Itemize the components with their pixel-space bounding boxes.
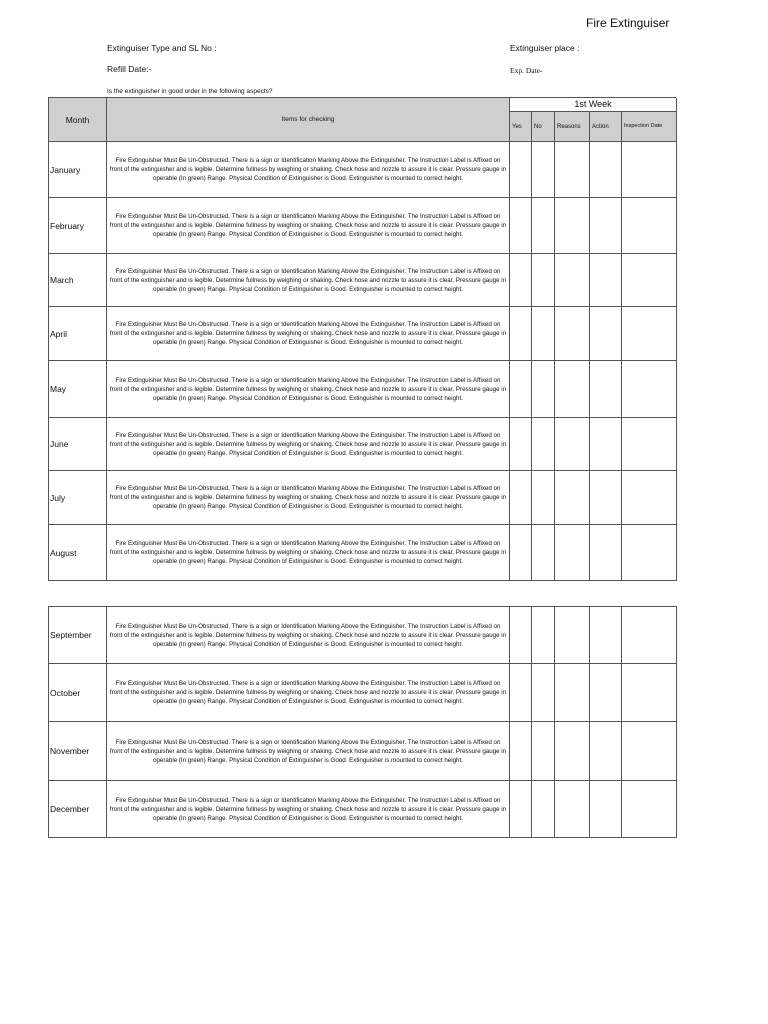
inspection-date-cell[interactable]	[622, 722, 677, 781]
items-cell: Fire Extinguisher Must Be Un-Obstructed. There is a sign or Identification Marking Above the Extinguisher. The Instruction Label is Affixed on front of the extinguisher and is legible. Determine fullness by weighing or shaking. Check hose and nozzle to assure it is clear. Pressure gauge in operable (In green) Range. Physical Condition of Extinguisher is Good. Extinguisher is mounted to correct height.	[107, 254, 510, 307]
inspection-date-cell[interactable]	[622, 418, 677, 471]
reasons-cell[interactable]	[555, 142, 590, 198]
inspection-date-cell[interactable]	[622, 254, 677, 307]
action-cell[interactable]	[590, 361, 622, 418]
month-cell: March	[49, 254, 107, 307]
no-cell[interactable]	[532, 142, 555, 198]
action-header: Action	[590, 112, 622, 142]
yes-cell[interactable]	[510, 254, 532, 307]
month-cell: October	[49, 664, 107, 722]
table-row	[49, 664, 677, 722]
inspection-date-cell[interactable]	[622, 307, 677, 361]
refill-date-label: Refill Date:-	[107, 64, 152, 74]
items-header: Items for checking	[107, 98, 510, 142]
no-cell[interactable]	[532, 525, 555, 581]
reasons-cell[interactable]	[555, 361, 590, 418]
yes-cell[interactable]	[510, 471, 532, 525]
table-row	[49, 142, 677, 198]
items-cell: Fire Extinguisher Must Be Un-Obstructed. There is a sign or Identification Marking Above the Extinguisher. The Instruction Label is Affixed on front of the extinguisher and is legible. Determine fullness by weighing or shaking. Check hose and nozzle to assure it is clear. Pressure gauge in operable (In green) Range. Physical Condition of Extinguisher is Good. Extinguisher is mounted to correct height.	[107, 781, 510, 838]
reasons-cell[interactable]	[555, 418, 590, 471]
month-cell: July	[49, 471, 107, 525]
no-cell[interactable]	[532, 722, 555, 781]
table-row	[49, 607, 677, 664]
reasons-cell[interactable]	[555, 722, 590, 781]
items-cell: Fire Extinguisher Must Be Un-Obstructed. There is a sign or Identification Marking Above the Extinguisher. The Instruction Label is Affixed on front of the extinguisher and is legible. Determine fullness by weighing or shaking. Check hose and nozzle to assure it is clear. Pressure gauge in operable (In green) Range. Physical Condition of Extinguisher is Good. Extinguisher is mounted to correct height.	[107, 307, 510, 361]
month-cell: May	[49, 361, 107, 418]
reasons-cell[interactable]	[555, 607, 590, 664]
reasons-cell[interactable]	[555, 198, 590, 254]
no-cell[interactable]	[532, 607, 555, 664]
action-cell[interactable]	[590, 525, 622, 581]
yes-cell[interactable]	[510, 664, 532, 722]
reasons-cell[interactable]	[555, 254, 590, 307]
items-cell: Fire Extinguisher Must Be Un-Obstructed. There is a sign or Identification Marking Above the Extinguisher. The Instruction Label is Affixed on front of the extinguisher and is legible. Determine fullness by weighing or shaking. Check hose and nozzle to assure it is clear. Pressure gauge in operable (In green) Range. Physical Condition of Extinguisher is Good. Extinguisher is mounted to correct height.	[107, 525, 510, 581]
items-cell: Fire Extinguisher Must Be Un-Obstructed. There is a sign or Identification Marking Above the Extinguisher. The Instruction Label is Affixed on front of the extinguisher and is legible. Determine fullness by weighing or shaking. Check hose and nozzle to assure it is clear. Pressure gauge in operable (In green) Range. Physical Condition of Extinguisher is Good. Extinguisher is mounted to correct height.	[107, 471, 510, 525]
inspection-date-cell[interactable]	[622, 607, 677, 664]
inspection-date-cell[interactable]	[622, 142, 677, 198]
action-cell[interactable]	[590, 142, 622, 198]
yes-cell[interactable]	[510, 142, 532, 198]
question-text: Is the extinguisher in good order in the following aspects?	[107, 88, 273, 95]
no-cell[interactable]	[532, 198, 555, 254]
month-cell: November	[49, 722, 107, 781]
exp-date-label: Exp. Date-	[510, 66, 543, 75]
yes-header: Yes	[510, 112, 532, 142]
month-cell: February	[49, 198, 107, 254]
yes-cell[interactable]	[510, 607, 532, 664]
table-row	[49, 254, 677, 307]
inspection-date-cell[interactable]	[622, 471, 677, 525]
items-cell: Fire Extinguisher Must Be Un-Obstructed. There is a sign or Identification Marking Above the Extinguisher. The Instruction Label is Affixed on front of the extinguisher and is legible. Determine fullness by weighing or shaking. Check hose and nozzle to assure it is clear. Pressure gauge in operable (In green) Range. Physical Condition of Extinguisher is Good. Extinguisher is mounted to correct height.	[107, 664, 510, 722]
no-header: No	[532, 112, 555, 142]
reasons-cell[interactable]	[555, 307, 590, 361]
action-cell[interactable]	[590, 198, 622, 254]
inspection-table-part1	[48, 97, 677, 581]
action-cell[interactable]	[590, 418, 622, 471]
inspection-date-cell[interactable]	[622, 664, 677, 722]
no-cell[interactable]	[532, 418, 555, 471]
action-cell[interactable]	[590, 664, 622, 722]
action-cell[interactable]	[590, 471, 622, 525]
inspection-date-cell[interactable]	[622, 198, 677, 254]
table-row	[49, 722, 677, 781]
no-cell[interactable]	[532, 307, 555, 361]
action-cell[interactable]	[590, 722, 622, 781]
action-cell[interactable]	[590, 781, 622, 838]
inspection-table-part2	[48, 606, 677, 838]
yes-cell[interactable]	[510, 781, 532, 838]
table-row	[49, 198, 677, 254]
yes-cell[interactable]	[510, 198, 532, 254]
inspection-date-cell[interactable]	[622, 781, 677, 838]
action-cell[interactable]	[590, 307, 622, 361]
no-cell[interactable]	[532, 664, 555, 722]
no-cell[interactable]	[532, 254, 555, 307]
yes-cell[interactable]	[510, 307, 532, 361]
table-row	[49, 781, 677, 838]
reasons-cell[interactable]	[555, 664, 590, 722]
reasons-cell[interactable]	[555, 471, 590, 525]
type-sl-label: Extinguiser Type and SL No :	[107, 43, 217, 53]
table-row	[49, 525, 677, 581]
no-cell[interactable]	[532, 781, 555, 838]
table-row	[49, 418, 677, 471]
reasons-cell[interactable]	[555, 525, 590, 581]
page-title: Fire Extinguiser	[586, 16, 670, 30]
week-header: 1st Week	[510, 98, 677, 112]
reasons-cell[interactable]	[555, 781, 590, 838]
month-cell: January	[49, 142, 107, 198]
inspection-date-header: Inspection Date	[622, 112, 677, 142]
inspection-date-cell[interactable]	[622, 525, 677, 581]
yes-cell[interactable]	[510, 361, 532, 418]
items-cell: Fire Extinguisher Must Be Un-Obstructed. There is a sign or Identification Marking Above the Extinguisher. The Instruction Label is Affixed on front of the extinguisher and is legible. Determine fullness by weighing or shaking. Check hose and nozzle to assure it is clear. Pressure gauge in operable (In green) Range. Physical Condition of Extinguisher is Good. Extinguisher is mounted to correct height.	[107, 198, 510, 254]
month-cell: December	[49, 781, 107, 838]
action-cell[interactable]	[590, 254, 622, 307]
month-header: Month	[49, 98, 107, 142]
month-cell: September	[49, 607, 107, 664]
items-cell: Fire Extinguisher Must Be Un-Obstructed. There is a sign or Identification Marking Above the Extinguisher. The Instruction Label is Affixed on front of the extinguisher and is legible. Determine fullness by weighing or shaking. Check hose and nozzle to assure it is clear. Pressure gauge in operable (In green) Range. Physical Condition of Extinguisher is Good. Extinguisher is mounted to correct height.	[107, 142, 510, 198]
month-cell: June	[49, 418, 107, 471]
yes-cell[interactable]	[510, 722, 532, 781]
reasons-header: Reasons	[555, 112, 590, 142]
yes-cell[interactable]	[510, 525, 532, 581]
place-label: Extinguiser place :	[510, 43, 580, 53]
month-cell: April	[49, 307, 107, 361]
table-row	[49, 361, 677, 418]
items-cell: Fire Extinguisher Must Be Un-Obstructed. There is a sign or Identification Marking Above the Extinguisher. The Instruction Label is Affixed on front of the extinguisher and is legible. Determine fullness by weighing or shaking. Check hose and nozzle to assure it is clear. Pressure gauge in operable (In green) Range. Physical Condition of Extinguisher is Good. Extinguisher is mounted to correct height.	[107, 607, 510, 664]
inspection-date-cell[interactable]	[622, 361, 677, 418]
items-cell: Fire Extinguisher Must Be Un-Obstructed. There is a sign or Identification Marking Above the Extinguisher. The Instruction Label is Affixed on front of the extinguisher and is legible. Determine fullness by weighing or shaking. Check hose and nozzle to assure it is clear. Pressure gauge in operable (In green) Range. Physical Condition of Extinguisher is Good. Extinguisher is mounted to correct height.	[107, 722, 510, 781]
table-row	[49, 307, 677, 361]
items-cell: Fire Extinguisher Must Be Un-Obstructed. There is a sign or Identification Marking Above the Extinguisher. The Instruction Label is Affixed on front of the extinguisher and is legible. Determine fullness by weighing or shaking. Check hose and nozzle to assure it is clear. Pressure gauge in operable (In green) Range. Physical Condition of Extinguisher is Good. Extinguisher is mounted to correct height.	[107, 361, 510, 418]
items-cell: Fire Extinguisher Must Be Un-Obstructed. There is a sign or Identification Marking Above the Extinguisher. The Instruction Label is Affixed on front of the extinguisher and is legible. Determine fullness by weighing or shaking. Check hose and nozzle to assure it is clear. Pressure gauge in operable (In green) Range. Physical Condition of Extinguisher is Good. Extinguisher is mounted to correct height.	[107, 418, 510, 471]
yes-cell[interactable]	[510, 418, 532, 471]
no-cell[interactable]	[532, 361, 555, 418]
no-cell[interactable]	[532, 471, 555, 525]
month-cell: August	[49, 525, 107, 581]
table-row	[49, 471, 677, 525]
action-cell[interactable]	[590, 607, 622, 664]
